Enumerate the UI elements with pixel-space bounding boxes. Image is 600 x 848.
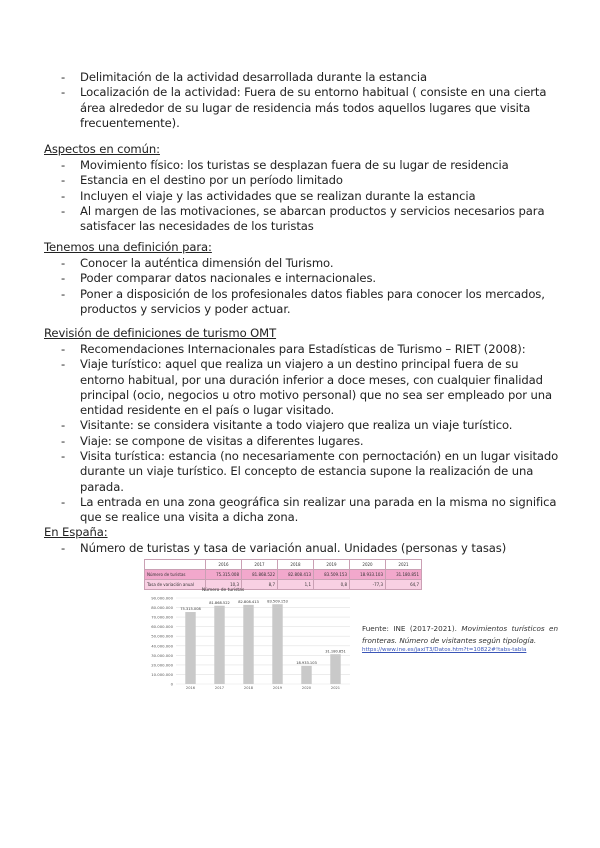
list-item: - Conocer la auténtica dimensión del Turismo. bbox=[44, 256, 560, 271]
table-year-header: 2019 bbox=[314, 560, 350, 570]
table-cell: 83.509.153 bbox=[314, 570, 350, 580]
table-cell: -77,3 bbox=[350, 580, 386, 590]
section-heading: Aspectos en común: bbox=[44, 142, 160, 156]
x-tick-label: 2017 bbox=[214, 686, 225, 690]
source-prefix: Fuente: INE (2017-2021). bbox=[362, 624, 462, 633]
chart-bar bbox=[214, 606, 224, 684]
list-item: - Visitante: se considera visitante a todo viajero que realiza un viaje turístico. bbox=[44, 418, 560, 433]
table-row-label: Número de turistas bbox=[145, 570, 206, 580]
chart-title: Número de turistas bbox=[201, 588, 245, 593]
y-tick-label: 50.000.000 bbox=[151, 633, 173, 639]
table-year-header: 2018 bbox=[278, 560, 314, 570]
list-item: - Incluyen el viaje y las actividades que se realizan durante la estancia bbox=[44, 189, 560, 204]
list-item: - Al margen de las motivaciones, se abarcan productos y servicios necesarios para satisfacer las necesidades de los turistas bbox=[44, 204, 560, 235]
bar-data-label: 83.509.153 bbox=[267, 599, 288, 604]
y-tick-label: 0 bbox=[170, 681, 173, 687]
table-year-header: 2016 bbox=[206, 560, 242, 570]
y-tick-label: 30.000.000 bbox=[151, 652, 173, 658]
x-tick-label: 2020 bbox=[301, 686, 312, 690]
list-item: - Viaje turístico: aquel que realiza un viajero a un destino principal fuera de su entorno habitual, por una duración inferior a doce meses, con cualquier finalidad principal (ocio, negocios u otro motivo personal) que no sea ser empleado por una entidad residente en el país o lugar visitado. bbox=[44, 357, 560, 418]
y-tick-label: 70.000.000 bbox=[151, 614, 173, 620]
list-item: - Visita turística: estancia (no necesariamente con pernoctación) en un lugar visitado durante un viaje turístico. El concepto de estancia supone la realización de una parada. bbox=[44, 449, 560, 495]
table-cell: 18.933.103 bbox=[350, 570, 386, 580]
espana-list bbox=[44, 541, 560, 556]
table-row bbox=[145, 570, 422, 580]
turistas-bar-chart bbox=[140, 586, 355, 692]
y-tick-label: 90.000.000 bbox=[151, 595, 173, 601]
table-cell: 82.808.413 bbox=[278, 570, 314, 580]
definicion-section bbox=[44, 240, 560, 317]
table-row-label: Tasa de variación anual bbox=[145, 580, 206, 590]
list-item: - Poder comparar datos nacionales e internacionales. bbox=[44, 271, 560, 286]
table-header-row bbox=[145, 560, 422, 570]
bar-data-label: 82.808.413 bbox=[238, 600, 259, 605]
y-tick-label: 10.000.000 bbox=[151, 671, 173, 677]
source-title: Movimientos turísticos en fronteras. Número de visitantes según tipología. bbox=[362, 624, 558, 645]
table-corner-cell bbox=[145, 560, 206, 570]
definicion-list bbox=[44, 256, 560, 317]
list-item: - Estancia en el destino por un período limitado bbox=[44, 173, 560, 188]
bar-data-label: 75.315.008 bbox=[180, 607, 201, 612]
table-year-header: 2021 bbox=[386, 560, 422, 570]
list-item: - Viaje: se compone de visitas a diferentes lugares. bbox=[44, 434, 560, 449]
aspectos-section bbox=[44, 142, 560, 234]
list-item: - La entrada en una zona geográfica sin realizar una parada en la misma no significa que se realice una visita a dicha zona. bbox=[44, 495, 560, 526]
revision-section bbox=[44, 326, 560, 526]
bar-data-label: 81.868.522 bbox=[209, 600, 230, 605]
x-tick-label: 2018 bbox=[243, 686, 254, 690]
table-cell: 75.315.008 bbox=[206, 570, 242, 580]
revision-list bbox=[44, 342, 560, 526]
table-cell: 0,8 bbox=[314, 580, 350, 590]
table-year-header: 2017 bbox=[242, 560, 278, 570]
bar-data-label: 18.933.103 bbox=[296, 661, 317, 666]
chart-bar bbox=[301, 666, 311, 684]
table-cell: 81.868.522 bbox=[242, 570, 278, 580]
list-item: - Localización de la actividad: Fuera de su entorno habitual ( consiste en una cierta área alrededor de su lugar de residencia más todos aquellos lugares que visita frecuentemente). bbox=[44, 85, 560, 131]
espana-section bbox=[44, 525, 560, 556]
list-item: - Recomendaciones Internacionales para Estadísticas de Turismo – RIET (2008): bbox=[44, 342, 560, 357]
x-tick-label: 2016 bbox=[185, 686, 196, 690]
table-year-header: 2020 bbox=[350, 560, 386, 570]
x-tick-label: 2019 bbox=[272, 686, 283, 690]
table-cell: 10,3 bbox=[206, 580, 242, 590]
intro-section bbox=[44, 70, 560, 131]
list-item: - Delimitación de la actividad desarrollada durante la estancia bbox=[44, 70, 560, 85]
y-tick-label: 60.000.000 bbox=[151, 624, 173, 630]
source-link[interactable]: https://www.ine.es/jaxiT3/Datos.htm?t=10822#!tabs-tabla bbox=[362, 647, 527, 653]
y-tick-label: 20.000.000 bbox=[151, 662, 173, 668]
section-heading: Tenemos una definición para: bbox=[44, 240, 212, 254]
list-item: - Poner a disposición de los profesionales datos fiables para conocer los mercados, productos y servicios y poder actuar. bbox=[44, 287, 560, 318]
bar-data-label: 31.180.851 bbox=[325, 649, 346, 654]
y-tick-label: 40.000.000 bbox=[151, 643, 173, 649]
list-item: - Movimiento físico: los turistas se desplazan fuera de su lugar de residencia bbox=[44, 158, 560, 173]
table-cell: 1,1 bbox=[278, 580, 314, 590]
table-cell: 64,7 bbox=[386, 580, 422, 590]
chart-bar bbox=[272, 604, 282, 684]
list-item: - Número de turistas y tasa de variación anual. Unidades (personas y tasas) bbox=[44, 541, 560, 556]
section-heading: Revisión de definiciones de turismo OMT bbox=[44, 326, 277, 340]
source-note bbox=[362, 623, 558, 654]
intro-list bbox=[44, 70, 560, 131]
x-tick-label: 2021 bbox=[330, 686, 341, 690]
table-cell: 31.180.851 bbox=[386, 570, 422, 580]
section-heading: En España: bbox=[44, 525, 108, 539]
y-tick-label: 80.000.000 bbox=[151, 605, 173, 611]
chart-bar bbox=[185, 612, 195, 684]
chart-bar bbox=[243, 605, 253, 684]
aspectos-list bbox=[44, 158, 560, 234]
table-cell: 8,7 bbox=[242, 580, 278, 590]
chart-bar bbox=[330, 654, 340, 684]
